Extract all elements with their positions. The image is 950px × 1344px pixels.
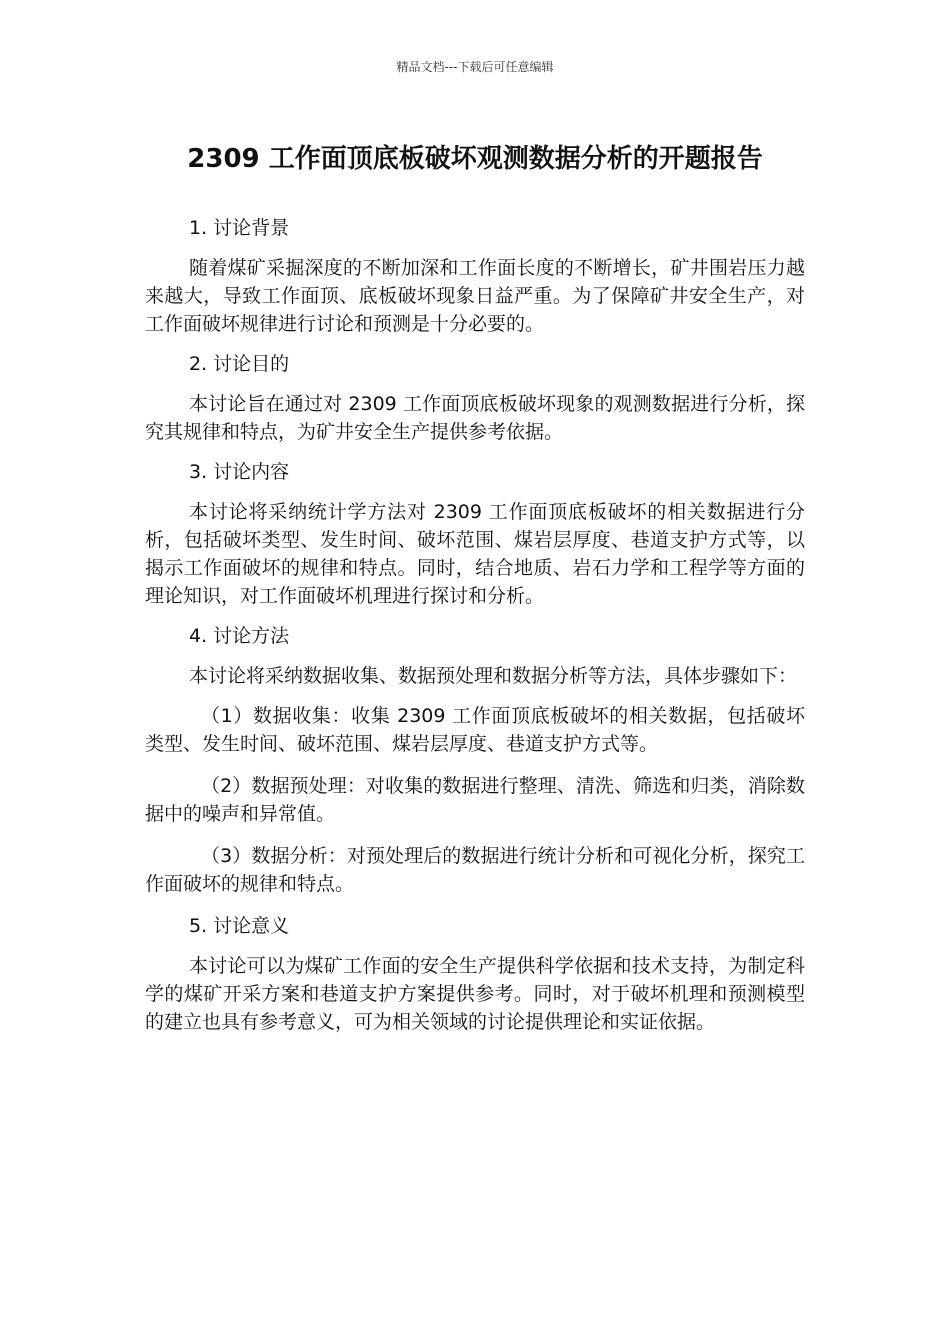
- section-method: [145, 622, 805, 898]
- paragraph: 本讨论旨在通过对 2309 工作面顶底板破坏现象的观测数据进行分析，探究其规律和特点，为矿井安全生产提供参考依据。: [145, 393, 805, 443]
- section-content: [145, 458, 805, 610]
- method-step: （2）数据预处理：对收集的数据进行整理、清洗、筛选和归类，消除数据中的噪声和异常值。: [145, 775, 805, 825]
- page-header: 精品文档---下载后可任意编辑: [396, 60, 554, 74]
- paragraph: 随着煤矿采掘深度的不断加深和工作面长度的不断增长，矿井围岩压力越来越大，导致工作面顶、底板破坏现象日益严重。为了保障矿井安全生产，对工作面破坏规律进行讨论和预测是十分必要的。: [145, 257, 805, 335]
- method-step: （1）数据收集：收集 2309 工作面顶底板破坏的相关数据，包括破坏类型、发生时间、破坏范围、煤岩层厚度、巷道支护方式等。: [145, 705, 805, 755]
- method-step: （3）数据分析：对预处理后的数据进行统计分析和可视化分析，探究工作面破坏的规律和特点。: [145, 845, 805, 895]
- paragraph: 本讨论可以为煤矿工作面的安全生产提供科学依据和技术支持，为制定科学的煤矿开采方案和巷道支护方案提供参考。同时，对于破坏机理和预测模型的建立也具有参考意义，可为相关领域的讨论提供理论和实证依据。: [145, 955, 805, 1033]
- section-heading: 2. 讨论目的: [189, 353, 290, 375]
- document-title: 2309 工作面顶底板破坏观测数据分析的开题报告: [187, 144, 763, 174]
- paragraph: 本讨论将采纳数据收集、数据预处理和数据分析等方法，具体步骤如下：: [189, 665, 798, 687]
- section-background: [145, 214, 805, 338]
- section-heading: 4. 讨论方法: [189, 625, 290, 647]
- document-body: [145, 214, 805, 1048]
- section-purpose: [145, 350, 805, 446]
- section-heading: 3. 讨论内容: [189, 461, 290, 483]
- paragraph: 本讨论将采纳统计学方法对 2309 工作面顶底板破坏的相关数据进行分析，包括破坏类型、发生时间、破坏范围、煤岩层厚度、巷道支护方式等，以揭示工作面破坏的规律和特点。同时，结合地质、岩石力学和工程学等方面的理论知识，对工作面破坏机理进行探讨和分析。: [145, 501, 805, 607]
- section-significance: [145, 912, 805, 1036]
- section-heading: 5. 讨论意义: [189, 915, 290, 937]
- section-heading: 1. 讨论背景: [189, 217, 290, 239]
